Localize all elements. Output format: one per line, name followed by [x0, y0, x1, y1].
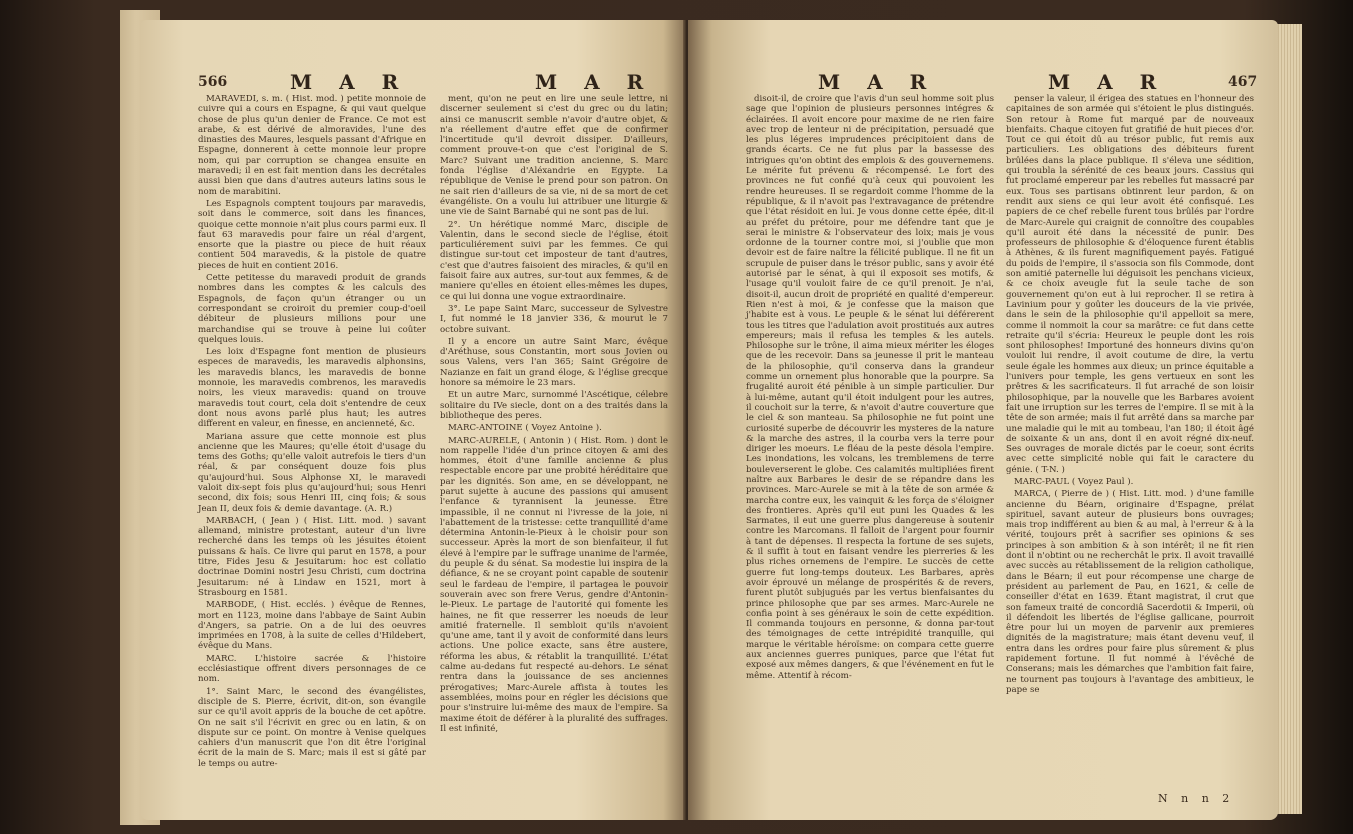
left-column-1	[198, 94, 426, 771]
paragraph: Il y a encore un autre Saint Marc, évêque d'Aréthuse, sous Constantin, mort sous Jovien ou sous Valens, vers l'an 365; Saint Grégoire de Nazianze en fait un grand éloge, & l'église grecque honore sa mémoire le 23 mars.	[440, 336, 668, 389]
running-head-left-1: M A R	[290, 70, 409, 94]
left-page	[140, 20, 685, 820]
paragraph: Et un autre Marc, surnommé l'Ascétique, célebre solitaire du IVe siecle, dont on a des traités dans la bibliotheque des peres.	[440, 390, 668, 421]
paragraph: disoit-il, de croire que l'avis d'un seul homme soit plus sage que l'opinion de plusieurs personnes intégres & éclairées. Il avoit encore pour maxime de ne rien faire avec trop de lenteur ni de précipitation, persuadé que les plus légeres imprudences précipitoient dans de grands écarts. Ce ne fut plus par la bassesse des intrigues qu'on obtint des emplois & des gouvernemens. Le mérite fut prévenu & récompensé. Le fort des provinces ne fut confié qu'à ceux qui pouvoient les rendre heureuses. Il se regardoit comme l'homme de la république, & il n'avoit pas l'extravagance de prétendre que l'état résidoit en lui. Je vous donne cette épée, dit-il au préfet du prétoire, pour me défendre tant que je serai le ministre & l'observateur des loix; mais je vous ordonne de la tourner contre moi, si j'oublie que mon devoir est de faire naître la félicité publique. Il ne fit un scrupule de puiser dans le trésor public, sans y avoir été autorisé par le sénat, à qui il exposoit ses motifs, & l'usage qu'il vouloit faire de ce qu'il prenoit. Je n'ai, disoit-il, aucun droit de propriété en qualité d'empereur. Rien n'est à moi, & je confesse que la maison que j'habite est à vous. Le peuple & le sénat lui déférerent tous les titres que l'adulation avoit prostitués aux autres empereurs; mais il refusa les temples & les autels. Philosophe sur le trône, il aima mieux mériter les éloges que de les recevoir. Dans sa jeunesse il prit le manteau de la philosophie, qu'il conserva dans la grandeur comme un ornement plus honorable que la pourpre. Sa frugalité auroit été pénible à un simple particulier. Dur à lui-même, autant qu'il étoit indulgent pour les autres, il couchoit sur la terre, & n'avoit d'autre couverture que le ciel & son manteau. Sa philosophie ne fut point une curiosité superbe de découvrir les mysteres de la nature & la marche des astres, il la courba vers la terre pour diriger les moeurs. Le fléau de la peste désola l'empire. Les inondations, les volcans, les tremblemens de terre bouleverserent le globe. Ces calamités multipliées firent naître aux Barbares le desir de se répandre dans les provinces. Marc-Aurele se mit à la tête de son armée & marcha contre eux, les vainquit & les força de s'éloigner des frontieres. Après qu'il eut puni les Quades & les Sarmates, il eut une guerre plus dangereuse à soutenir contre les Marcomans. Il falloit de l'argent pour fournir à tant de dépenses. Il respecta la fortune de ses sujets, & il suffit à tout en faisant vendre les pierreries & les plus riches ornemens de l'empire. Le succès de cette guerre fut long-temps douteux. Les Barbares, après avoir éprouvé un mélange de prospérités & de revers, furent plutôt subjugués par les vertus bienfaisantes du prince philosophe que par ses armes. Marc-Aurele ne confia point à ses généraux le soin de cette expédition. Il commanda toujours en personne, & donna par-tout des témoignages de cette intrépidité tranquille, qui marque le véritable héroïsme: on compara cette guerre aux anciennes guerres puniques, parce que l'état fut exposé aux mêmes dangers, & que l'événement en fut le même. Attentif à récom-	[746, 94, 994, 681]
paragraph: MARAVEDI, s. m. ( Hist. mod. ) petite monnoie de cuivre qui a cours en Espagne, & qui vaut quelque chose de plus qu'un denier de France. Ce mot est arabe, & est dérivé de almoravides, l'une des dinasties des Maures, lesquels passant d'Afrique en Espagne, donnerent à cette monnoie leur propre nom, qui par corruption se changea ensuite en maravedi; il en est fait mention dans les decrétales aussi bien que dans d'autres auteurs latins sous le nom de marabitini.	[198, 94, 426, 197]
page-number-right: 467	[1228, 74, 1258, 90]
running-head-right-1: M A R	[818, 70, 937, 94]
paragraph: ment, qu'on ne peut en lire une seule lettre, ni discerner seulement si c'est du grec ou du latin; ainsi ce manuscrit semble n'avoir d'autre objet, & n'a réellement d'autre effet que de confirmer l'incertitude qu'il devroit dissiper. D'ailleurs, comment prouve-t-on que c'est l'original de S. Marc? Suivant une tradition ancienne, S. Marc fonda l'église d'Aléxandrie en Egypte. La république de Venise le prend pour son patron. On ne sait rien d'ailleurs de sa vie, ni de sa mort de cet évangéliste. On a voulu lui attribuer une liturgie & une vie de Saint Barnabé qui ne sont pas de lui.	[440, 94, 668, 218]
paragraph: Mariana assure que cette monnoie est plus ancienne que les Maures; qu'elle étoit d'usage du tems des Goths; qu'elle valoit autrefois le tiers d'un réal, & par conséquent douze fois plus qu'aujourd'hui. Sous Alphonse XI, le maravedi valoit dix-sept fois plus qu'aujourd'hui; sous Henri second, dix fois; sous Henri III, cinq fois; & sous Jean II, deux fois & demie davantage. (A. R.)	[198, 431, 426, 514]
paragraph: penser la valeur, il érigea des statues en l'honneur des capitaines de son armée qui s'étoient le plus distingués. Son retour à Rome fut marqué par de nouveaux bienfaits. Chaque citoyen fut gratifié de huit pieces d'or. Tout ce qui étoit dû au trésor public, fut remis aux particuliers. Les obligations des débiteurs furent brûlées dans la place publique. Il s'éleva une sédition, qui troubla la sérénité de ces beaux jours. Cassius qui fut proclamé empereur par les rebelles fut massacré par eux. Tous ses partisans obtinrent leur pardon, & on rendit aux siens ce qui leur avoit été confisqué. Les papiers de ce chef rebelle furent tous brûlés par l'ordre de Marc-Aurele qui craignit de connoître des coupables qu'il auroit été dans la nécessité de punir. Des professeurs de philosophie & d'éloquence furent établis à Athènes, & ils furent magnifiquement payés. Fatigué du poids de l'empire, il s'associa son fils Commode, dont son amitié paternelle lui déguisoit les penchans vicieux, & ce choix aveugle fut la seule tache de son gouvernement qu'on eut à lui reprocher. Il se retira à Lavinium pour y goûter les douceurs de la vie privée, dans le sein de la philosophie qu'il appelloit sa mere, comme il nommoit la cour sa marâtre: ce fut dans cette retraite qu'il s'écria: Heureux le peuple dont les rois sont philosophes! Importuné des honneurs divins qu'on vouloit lui rendre, il avoit coutume de dire, la vertu seule égale les hommes aux dieux; un prince équitable a l'univers pour temple, les gens vertueux en sont les prêtres & les sacrificateurs. Il fut arraché de son loisir philosophique, par la nouvelle que les Barbares avoient fait une irruption sur les terres de l'empire. Il se mit à la tête de son armée; mais il fut arrêté dans sa marche par une maladie qui le mit au tombeau, l'an 180; il étoit âgé de soixante & un ans, dont il en avoit régné dix-neuf. Ses ouvrages de morale dictés par le coeur, sont écrits avec cette simplicité noble qui fait le caractere du génie. ( T-N. )	[1006, 94, 1254, 475]
paragraph: Cette petitesse du maravedi produit de grands nombres dans les comptes & les calculs des Espagnols, de façon qu'un étranger ou un correspondant se croiroit du premier coup-d'oeil débiteur de plusieurs millions pour une marchandise qui se trouve à peine lui coûter quelques louis.	[198, 273, 426, 345]
left-column-2	[440, 94, 668, 736]
paragraph: 1°. Saint Marc, le second des évangélistes, disciple de S. Pierre, écrivit, dit-on, son évangile sur ce qu'il avoit appris de la bouche de cet apôtre. On ne sait s'il l'écrivit en grec ou en latin, & on dispute sur ce point. On montre à Venise quelques cahiers d'un manuscrit que l'on dit être l'original écrit de la main de S. Marc; mais il est si gâté par le temps ou autre-	[198, 686, 426, 769]
paragraph: MARC-AURELE, ( Antonin ) ( Hist. Rom. ) dont le nom rappelle l'idée d'un prince citoyen & ami des hommes, étoit d'une famille ancienne & plus respectable encore par une probité héréditaire que par les dignités. Son ame, en se développant, ne parut sujette à aucune des passions qui amusent l'enfance & tyrannisent la jeunesse. Être impassible, il ne connut ni l'ivresse de la joie, ni l'abattement de la tristesse: cette tranquillité d'ame détermina Antonin-le-Pieux à le choisir pour son successeur. Après la mort de son bienfaiteur, il fut élevé à l'empire par le suffrage unanime de l'armée, du peuple & du sénat. Sa modestie lui inspira de la défiance, & ne se croyant point capable de soutenir seul le fardeau de l'empire, il partagea le pouvoir souverain avec son frere Verus, gendre d'Antonin-le-Pieux. Le partage de l'autorité qui fomente les haines, ne fit que resserrer les noeuds de leur amitié fraternelle. Il sembloit qu'ils n'avoient qu'une ame, tant il y avoit de conformité dans leurs actions. Une police exacte, sans être austere, réforma les abus, & rétablit la tranquillité. L'état calme au-dedans fut respecté au-dehors. Le sénat rentra dans la jouissance de ses anciennes prérogatives; Marc-Aurele affista à toutes les assemblées, moins pour en régler les décisions que pour s'instruire lui-même des maux de l'empire. Sa maxime étoit de déférer à la pluralité des suffrages. Il est infinité,	[440, 435, 668, 734]
paragraph: MARC-PAUL ( Voyez Paul ).	[1014, 476, 1134, 487]
paragraph: 2°. Un hérétique nommé Marc, disciple de Valentin, dans le second siecle de l'église, étoit particuliérement suivi par les femmes. Ce qui distingue sur-tout cet imposteur de tant d'autres, c'est que d'autres faisoient des miracles, & qu'il en faisoit faire aux autres, sur-tout aux femmes, & de maniere qu'elles en étoient elles-mêmes les dupes, ce qui lui donna une vogue extraordinaire.	[440, 219, 668, 302]
paragraph: MARCA, ( Pierre de ) ( Hist. Litt. mod. ) d'une famille ancienne du Béarn, originaire d'Espagne, prélat spirituel, savant auteur de plusieurs bons ouvrages; mais trop indifférent au bien & au mal, à l'erreur & à la vérité, toujours prêt à sacrifier ses opinions & ses principes à son ambition & à son intérêt; il ne fit rien dont il n'obtint ou ne recherchât le prix. Il avoit travaillé avec succès au rétablissement de la religion catholique, dans le Béarn; il eut pour récompense une charge de président au parlement de Pau, en 1621, & celle de conseiller d'état en 1639. Étant magistrat, il crut que son fameux traité de concordiâ Sacerdotii & Imperii, où il défendoit les libertés de l'église gallicane, pourroit être pour lui un moyen de parvenir aux premieres dignités de la magistrature; mais étant devenu veuf, il entra dans les ordres pour faire plus sûrement & plus rapidement fortune. Il fut nommé à l'évêché de Conserans; mais les démarches que l'ambition fait faire, ne tournent pas toujours à l'avantage des ambitieux, le pape se	[1006, 489, 1254, 695]
right-column-1	[746, 94, 994, 683]
paragraph: Les Espagnols comptent toujours par maravedis, soit dans le commerce, soit dans les finances, quoique cette monnoie n'ait plus cours parmi eux. Il faut 63 maravedis pour faire un réal d'argent, ensorte que la piastre ou piece de huit réaux contient 504 maravedis, & la pistole de quatre pieces de huit en contient 2016.	[198, 198, 426, 271]
running-head-right-2: M A R	[1048, 70, 1167, 94]
running-head-left-2: M A R	[535, 70, 654, 94]
right-column-2	[1006, 94, 1254, 697]
signature-mark: N n n 2	[1158, 792, 1235, 805]
paragraph: MARBODE, ( Hist. ecclés. ) évêque de Rennes, mort en 1123, moine dans l'abbaye de Saint Aubin d'Angers, sa patrie. On a de lui des oeuvres imprimées en 1708, à la suite de celles d'Hildebert, évêque du Mans.	[198, 600, 426, 652]
paragraph: MARC. L'histoire sacrée & l'histoire ecclésiastique offrent divers personnages de ce nom.	[198, 653, 426, 685]
paragraph: MARC-ANTOINE ( Voyez Antoine ).	[448, 423, 602, 434]
right-page	[688, 20, 1278, 820]
paragraph: 3°. Le pape Saint Marc, successeur de Sylvestre I, fut nommé le 18 janvier 336, & mourut le 7 octobre suivant.	[440, 303, 668, 335]
paragraph: MARBACH, ( Jean ) ( Hist. Litt. mod. ) savant allemand, ministre protestant, auteur d'un livre recherché dans les temps où les jésuites étoient puissans & haïs. Ce livre qui parut en 1578, a pour titre, Fides Jesu & Jesuitarum: hoc est collatio doctrinae Domini nostri Jesu Christi, cum doctrina Jesuitarum: né à Lindaw en 1521, mort à Strasbourg en 1581.	[198, 515, 426, 598]
paragraph: Les loix d'Espagne font mention de plusieurs especes de maravedis, les maravedis alphonsins, les maravedis blancs, les maravedis de bonne monnoie, les maravedis combrenos, les maravedis noirs, les vieux maravedis: quand on trouve maravedis tout court, cela doit s'entendre de ceux dont nous avons parlé plus haut; les autres different en valeur, en finesse, en ancienneté, &c.	[198, 347, 426, 430]
page-number-left: 566	[198, 74, 228, 90]
